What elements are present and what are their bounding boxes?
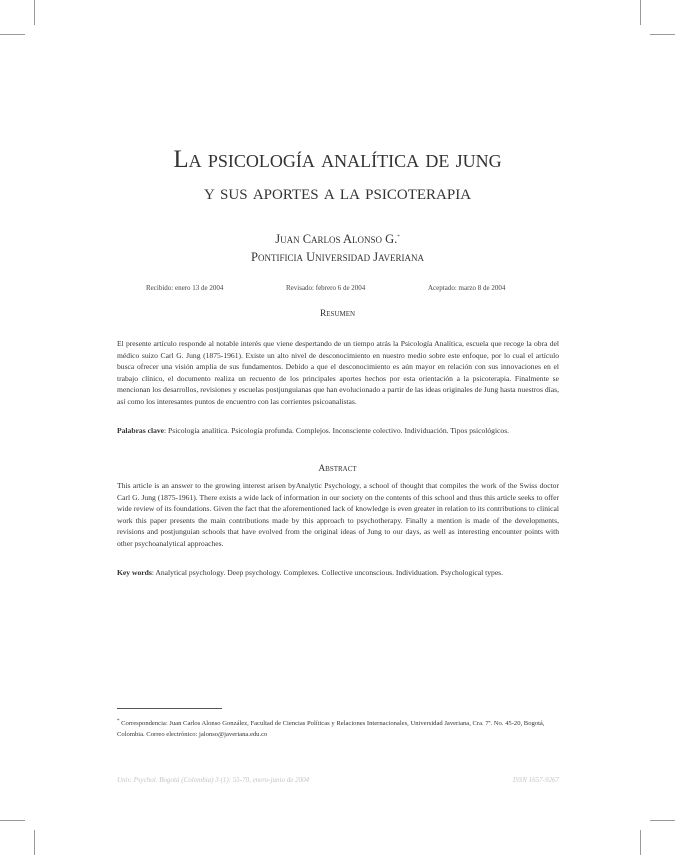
- date-accepted: Aceptado: marzo 8 de 2004: [428, 284, 506, 292]
- keywords-text: : Psicología analítica. Psicología profunda. Complejos. Inconsciente colectivo. Individuación. Tipos psicológicos.: [164, 426, 510, 435]
- keywords-text: : Analytical psychology. Deep psychology. Complexes. Collective unconscious. Individuation. Psychological types.: [151, 568, 504, 577]
- resumen-keywords: [117, 425, 559, 437]
- footnote-divider: [117, 708, 222, 709]
- author-name: [100, 232, 575, 247]
- abstract-body: This article is an answer to the growing interest arisen byAnalytic Psychology, a school of thought that compiles the work of the Swiss doctor Carl G. Jung (1875-1961). There exists a wide lack of information in our society on the contents of this school and thus this article seeks to offer wide review of its foundations. Given the fact that the aforementioned lack of knowledge is even greater in relation to its contributions to clinical work this paper presents the main contributions made by this approach to psychotherapy. Finally a mention is made of the developments, revisions and postjunguian schools that have evolved from the original ideas of Jung to our days, as well as interesting encounter points with other psychoanalytical approaches.: [117, 481, 559, 548]
- journal-issn: ISSN 1657-9267: [512, 776, 559, 784]
- journal-citation: Univ. Psychol. Bogotá (Colombia) 3 (1): 55-70, enero-junio de 2004: [117, 776, 310, 784]
- crop-mark: [0, 820, 25, 821]
- crop-mark: [34, 830, 35, 855]
- resumen-body: El presente artículo responde al notable interés que viene despertando de un tiempo atrás la Psicología Analítica, escuela que recoge la obra del médico suizo Carl G. Jung (1875-1961). Existe un alto nivel de desconocimiento en nuestro medio sobre este enfoque, por lo cual el artículo busca ofrecer una visión amplia de sus fundamentos. Debido a que el desconocimiento es aún mayor en relación con sus innovaciones en el trabajo clínico, el documento realiza un recuento de los principales aportes hechos por esta orientación a la psicoterapia. Finalmente se mencionan los desarrollos, revisiones y escuelas postjunguianas que han evolucionado a partir de las ideas originales de Jung hasta nuestros días, así como los interesantes puntos de encuentro con las corrientes psicoanalistas.: [117, 339, 559, 406]
- footnote-mark: *: [117, 719, 120, 724]
- crop-mark: [640, 830, 641, 855]
- author-affiliation: Pontificia Universidad Javeriana: [251, 250, 424, 264]
- crop-mark: [0, 34, 25, 35]
- crop-mark: [650, 34, 675, 35]
- crop-mark: [640, 0, 641, 25]
- author-footnote-mark: *: [397, 234, 400, 240]
- date-received: Recibido: enero 13 de 2004: [146, 284, 224, 292]
- crop-mark: [650, 820, 675, 821]
- date-revised: Revisado: febrero 6 de 2004: [286, 284, 366, 292]
- keywords-label: Palabras clave: [117, 426, 165, 435]
- resumen-heading: Resumen: [319, 309, 356, 319]
- footnote: [117, 716, 559, 740]
- article-title-line-1: La psicología analítica de jung: [173, 146, 502, 173]
- abstract-heading: Abstract: [318, 464, 357, 474]
- crop-mark: [34, 0, 35, 25]
- abstract-keywords: [117, 567, 559, 579]
- author-name-text: Juan Carlos Alonso G.: [275, 232, 398, 246]
- footnote-text: Correspondencia: Juan Carlos Alonso González, Facultad de Ciencias Políticas y Relaciones Internacionales, Universidad Javeriana, Cra. 7ª. No. 45-20, Bogotá, Colombia. Correo electrónico: jalonso@javeriana.edu.co: [117, 720, 545, 739]
- keywords-label: Key words: [117, 568, 152, 577]
- article-title-line-2: y sus aportes a la psicoterapia: [203, 180, 472, 204]
